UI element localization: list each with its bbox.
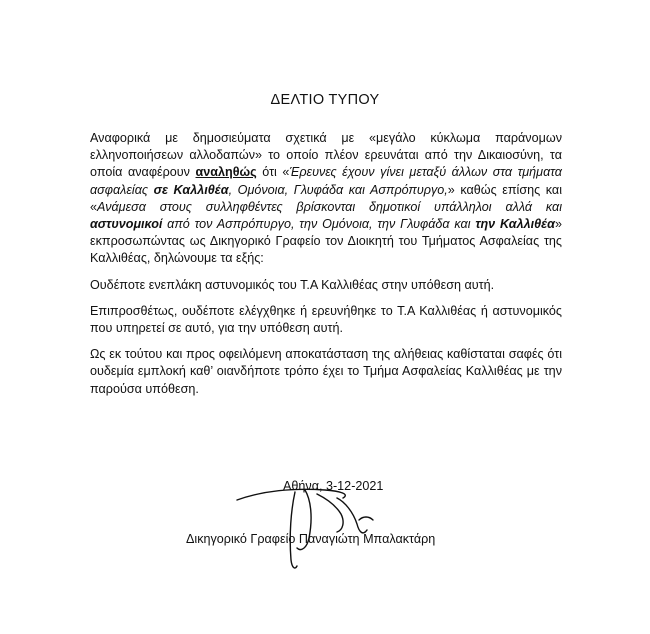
intro-text-1: Αναφορικά με δημοσιεύματα σχετικά με «μεγάλο κύκλωμα παράνομων ελληνοποιήσεων αλλοδαπών» το οποίο πλέον ερευνάται από την Δικαιοσύνη, τα οποία αναφέρουν [90, 131, 562, 180]
intro-quote-2a: Ανάμεσα στους συλληφθέντες βρίσκονται δημοτικοί υπάλληλοι αλλά και [97, 199, 562, 214]
law-office-signoff: Δικηγορικό Γραφείο Παναγιώτη Μπαλακτάρη [186, 532, 436, 546]
paragraph-intro [90, 130, 562, 268]
paragraph-conclusion: Ως εκ τούτου και προς οφειλόμενη αποκατάσταση της αλήθειας καθίσταται σαφές ότι ουδεμία εμπλοκή καθ’ οιανδήποτε τρόπο έχει το Τμήμα Ασφαλείας Καλλιθέας με την παρούσα υπόθεση. [90, 347, 562, 396]
intro-text-7: » καθώς επίσης και « [90, 182, 562, 214]
paragraph-statement-1: Ουδέποτε ενεπλάκη αστυνομικός του Τ.Α Καλλιθέας στην υπόθεση αυτή. [90, 277, 495, 292]
paragraph-statement-2: Επιπροσθέτως, ουδέποτε ελέγχθηκε ή ερευνήθηκε το Τ.Α Καλλιθέας ή αστυνομικός που υπηρετεί σε αυτό, για την υπόθεση αυτή. [90, 303, 562, 336]
document-title: ΔΕΛΤΙΟ ΤΥΠΟΥ [270, 92, 380, 108]
intro-quote-2-bold: αστυνομικοί [90, 217, 163, 232]
intro-emphasis-untruthfully: αναληθώς [195, 165, 257, 180]
intro-quote-2-bold-end: την Καλλιθέα [475, 217, 555, 232]
intro-quote-1a: Έρευνες έχουν γίνει μεταξύ άλλων στα τμήματα ασφαλείας [90, 165, 562, 197]
intro-quote-2b: από τον Ασπρόπυργο, την Ομόνοια, την Γλυφάδα και [162, 217, 476, 232]
intro-quote-1-bold: σε Καλλιθέα [153, 182, 229, 197]
intro-text-12: » εκπροσωπώντας ως Δικηγορικό Γραφείο τον Διοικητή του Τμήματος Ασφαλείας της Καλλιθέας, δηλώνουμε τα εξής: [90, 217, 562, 266]
document-date: Αθήνα, 3-12-2021 [283, 479, 384, 493]
intro-text-3: ότι « [256, 165, 290, 180]
handwritten-signature [225, 460, 385, 580]
intro-quote-1b: , Ομόνοια, Γλυφάδα και Ασπρόπυργο, [228, 182, 448, 197]
document-body [90, 130, 562, 398]
